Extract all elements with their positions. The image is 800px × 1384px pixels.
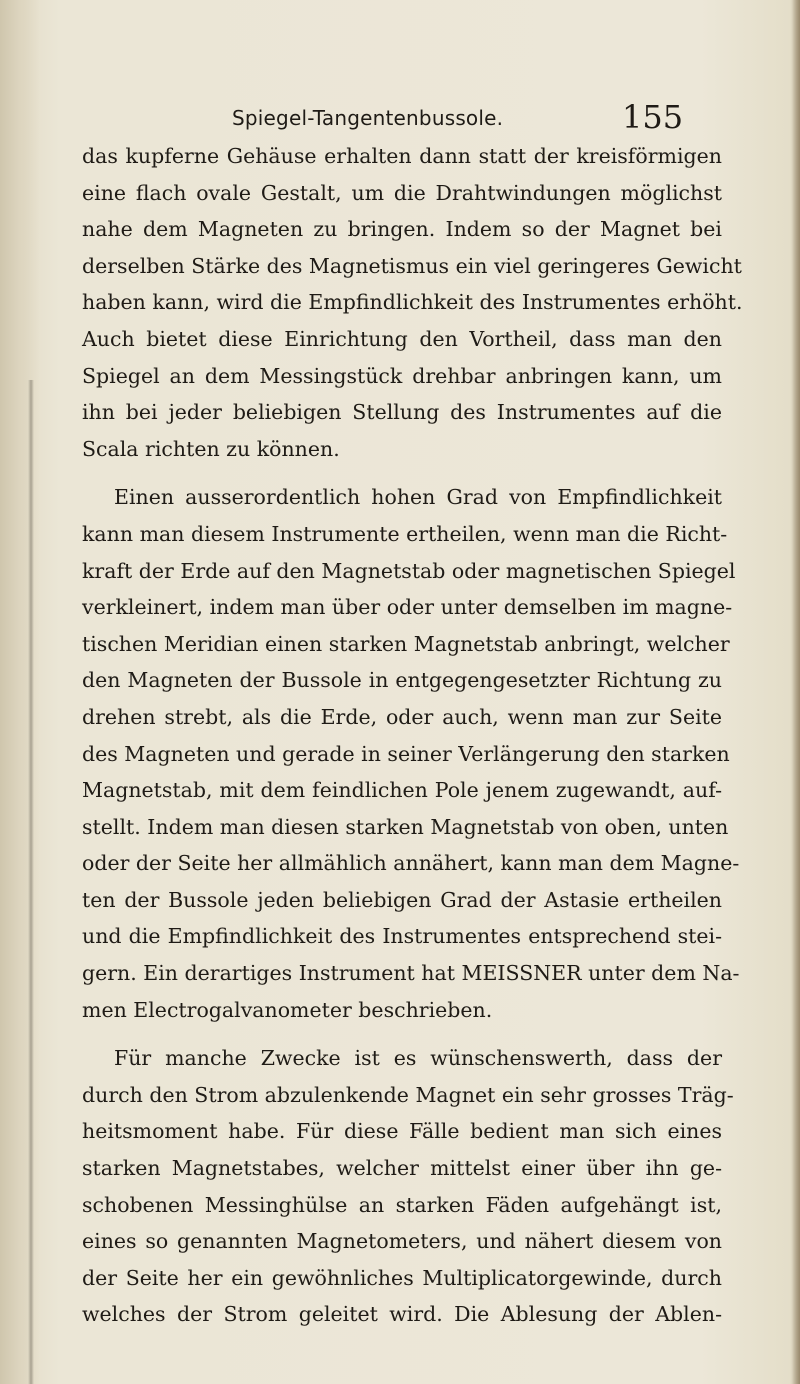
- text-line: verkleinert, indem man über oder unter demselben im magne-: [82, 595, 733, 620]
- running-head: Spiegel-Tangentenbussole.: [232, 106, 504, 130]
- text-line: starken Magnetstabes, welcher mittelst einer über ihn ge-: [82, 1156, 722, 1181]
- text-line: haben kann, wird die Empfindlichkeit des Instrumentes erhöht.: [82, 290, 743, 315]
- paragraph-1: [82, 138, 743, 467]
- page-number: 155: [622, 98, 684, 136]
- binding-shadow: [28, 380, 34, 1384]
- body-text: [82, 138, 743, 1333]
- text-line: eine flach ovale Gestalt, um die Drahtwindungen möglichst: [82, 180, 722, 205]
- text-line: nahe dem Magneten zu bringen. Indem so der Magnet bei: [82, 217, 722, 242]
- text-line: den Magneten der Bussole in entgegengesetzter Richtung zu: [82, 668, 722, 693]
- text-line: schobenen Messinghülse an starken Fäden aufgehängt ist,: [82, 1192, 722, 1217]
- text-line: der Seite her ein gewöhnliches Multiplicatorgewinde, durch: [82, 1265, 722, 1290]
- text-line: Spiegel an dem Messingstück drehbar anbringen kann, um: [82, 363, 722, 388]
- text-line: oder der Seite her allmählich annähert, kann man dem Magne-: [82, 851, 740, 876]
- paragraph-gap: [82, 1028, 722, 1040]
- text-line: welches der Strom geleitet wird. Die Ablesung der Ablen-: [82, 1302, 722, 1327]
- text-line: Einen ausserordentlich hohen Grad von Empfindlichkeit: [114, 485, 722, 510]
- paragraph-2: [82, 479, 740, 1028]
- text-line: das kupferne Gehäuse erhalten dann statt der kreisförmigen: [82, 144, 722, 168]
- text-line: eines so genannten Magnetometers, und nähert diesem von: [82, 1229, 722, 1254]
- text-line: kann man diesem Instrumente ertheilen, wenn man die Richt-: [82, 521, 728, 546]
- text-line: Scala richten zu können.: [82, 436, 340, 461]
- text-line: Magnetstab, mit dem feindlichen Pole jenem zugewandt, auf-: [82, 778, 722, 803]
- text-line: derselben Stärke des Magnetismus ein viel geringeres Gewicht: [82, 253, 742, 278]
- paragraph-gap: [82, 467, 722, 479]
- text-line: men Electrogalvanometer beschrieben.: [82, 997, 493, 1022]
- text-line: des Magneten und gerade in seiner Verlängerung den starken: [82, 741, 730, 766]
- text-line: ihn bei jeder beliebigen Stellung des Instrumentes auf die: [82, 400, 722, 425]
- text-line: ten der Bussole jeden beliebigen Grad der Astasie ertheilen: [82, 887, 722, 912]
- page-edge: [792, 0, 800, 1384]
- text-line: heitsmoment habe. Für diese Fälle bedient man sich eines: [82, 1119, 722, 1144]
- text-line: drehen strebt, als die Erde, oder auch, wenn man zur Seite: [82, 704, 722, 729]
- text-line: Für manche Zwecke ist es wünschenswerth, dass der: [114, 1046, 722, 1071]
- text-line: stellt. Indem man diesen starken Magnetstab von oben, unten: [82, 814, 729, 839]
- paragraph-3: [82, 1040, 734, 1333]
- text-line: kraft der Erde auf den Magnetstab oder magnetischen Spiegel: [82, 558, 736, 583]
- page-gutter: [0, 0, 40, 1384]
- text-line: und die Empfindlichkeit des Instrumentes entsprechend stei-: [82, 924, 722, 949]
- text-line: tischen Meridian einen starken Magnetstab anbringt, welcher: [82, 631, 730, 656]
- text-line: durch den Strom abzulenkende Magnet ein sehr grosses Träg-: [82, 1082, 734, 1107]
- text-line: Auch bietet diese Einrichtung den Vortheil, dass man den: [82, 326, 722, 351]
- text-line: gern. Ein derartiges Instrument hat MEISSNER unter dem Na-: [82, 961, 740, 986]
